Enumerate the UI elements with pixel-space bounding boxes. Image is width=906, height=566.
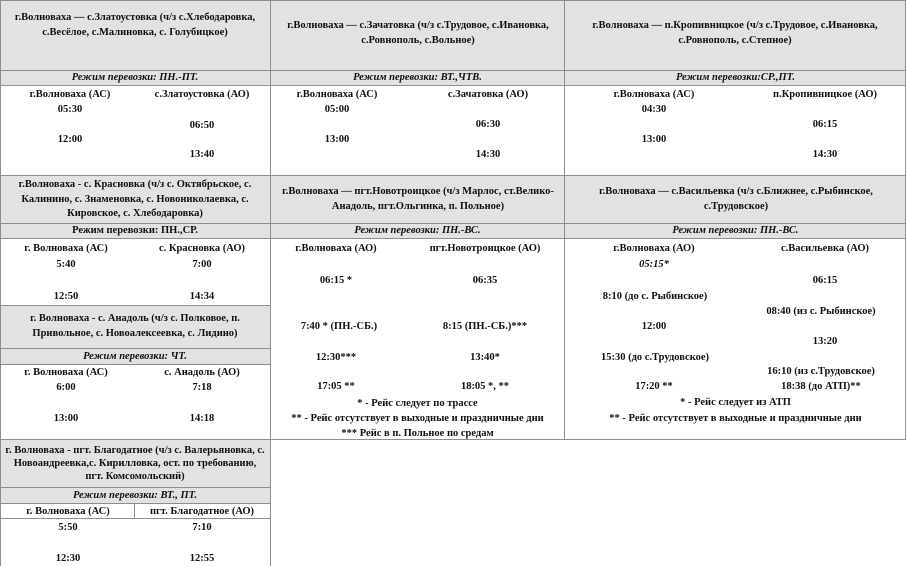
route4-mode: Режим перевозки: ПН.,СР.	[72, 225, 198, 236]
grid-line	[0, 175, 906, 176]
route2-from: г.Волноваха (АС)	[296, 89, 378, 100]
route7-to: с.Васильевка (АО)	[780, 243, 869, 254]
grid-line	[0, 238, 906, 239]
route6-note: ** - Рейс отсутствует в выходные и праздничные дни	[291, 413, 544, 424]
route2-time: 05:00	[324, 104, 350, 115]
route7-time: 13:20	[812, 336, 838, 347]
route6-mode: Режим перевозки: ПН.-ВС.	[354, 225, 481, 236]
route1-from: г.Волноваха (АС)	[29, 89, 111, 100]
route5-to: с. Анадоль (АО)	[164, 367, 240, 378]
route2-time: 06:30	[475, 119, 501, 130]
route8-mode: Режим перевозки: ВТ., ПТ.	[72, 490, 198, 501]
route2-to: с.Зачатовка (АО)	[447, 89, 529, 100]
route4-to: с. Красновка (АО)	[159, 243, 245, 254]
route7-time: 8:10 (до с. Рыбинское)	[602, 291, 708, 302]
route1-to: с.Златоустовка (АО)	[154, 89, 250, 100]
route7-note: ** - Рейс отсутствует в выходные и праздничные дни	[609, 413, 862, 424]
route6-time: 18:05 *, **	[460, 381, 510, 392]
route7-time: 16:10 (из с.Трудовское)	[767, 366, 875, 377]
grid-line	[270, 0, 271, 566]
route6-time: 8:15 (ПН.-СБ.)***	[442, 321, 528, 332]
route3-time: 06:15	[812, 119, 838, 130]
route6-from: г.Волноваха (АО)	[295, 243, 377, 254]
route4-time: 14:34	[189, 291, 215, 302]
route3-to: п.Кропивницкое (АО)	[773, 89, 877, 100]
route5-time: 14:18	[189, 413, 215, 424]
grid-line	[0, 0, 906, 1]
route5-header: г. Волноваха - с. Анадоль (ч/з с. Полковое, п. Привольное, с. Новоалексеевка, с. Лидино)	[30, 313, 240, 339]
route6-note: * - Рейс следует по трассе	[357, 398, 478, 409]
grid-line	[0, 223, 906, 224]
route5-time: 13:00	[53, 413, 79, 424]
route6-header: г.Волноваха — пгт.Новотроицкое (ч/з Марлос, ст.Велико-Анадоль, пгт.Ольгинка, п. Польное)	[282, 186, 554, 212]
route2-header: г.Волноваха — с.Зачатовка (ч/з с.Трудовое, с.Ивановка, с.Ровнополь, с.Вольное)	[287, 20, 549, 46]
grid-line	[0, 305, 270, 306]
route3-mode: Режим перевозки:СР.,ПТ.	[675, 72, 796, 83]
route3-time: 13:00	[641, 134, 667, 145]
route6-time: 06:15 *	[319, 275, 353, 286]
route7-time: 17:20 **	[635, 381, 673, 392]
route7-note: * - Рейс следует из АТП	[680, 397, 791, 408]
route3-from: г.Волноваха (АС)	[613, 89, 695, 100]
route7-header: г.Волноваха — с.Васильевка (ч/з с.Ближнее, с.Рыбинское, с.Трудовское)	[599, 186, 873, 212]
route4-header: г.Волноваха - с. Красновка (ч/з с. Октябрьское, с. Калинино, с. Знаменовка, с. Новониколаевка, с. Кировское, с. Хлебодаровка)	[18, 179, 252, 219]
grid-line	[134, 504, 135, 519]
route8-to: пгт. Благодатное (АО)	[149, 506, 255, 517]
route7-time: 05:15*	[639, 259, 669, 270]
route1-time: 05:30	[57, 104, 83, 115]
route7-time: 18:38 (до АТП)**	[781, 381, 861, 392]
route1-header: г.Волноваха — с.Златоустовка (ч/з с.Хлебодаровка, с.Весёлое, с.Малиновка, с. Голубицкое)	[14, 12, 256, 38]
route8-time: 12:55	[189, 553, 215, 564]
grid-line	[0, 348, 270, 349]
route4-time: 7:00	[192, 259, 212, 270]
route6-to: пгт.Новотроицкое (АО)	[429, 243, 541, 254]
grid-line	[0, 487, 270, 488]
route2-time: 14:30	[475, 149, 501, 160]
route5-from: г. Волноваха (АС)	[24, 367, 108, 378]
grid-line	[0, 518, 270, 519]
route4-time: 5:40	[56, 259, 76, 270]
route7-time: 12:00	[641, 321, 667, 332]
route5-mode: Режим перевозки: ЧТ.	[83, 351, 187, 362]
grid-line	[564, 0, 565, 440]
route1-time: 13:40	[189, 149, 215, 160]
route6-time: 17:05 **	[317, 381, 355, 392]
route8-time: 7:10	[192, 522, 212, 533]
route1-time: 12:00	[57, 134, 83, 145]
grid-line	[0, 70, 906, 71]
route6-time: 06:35	[472, 275, 498, 286]
route4-from: г. Волноваха (АС)	[24, 243, 108, 254]
route6-note: *** Рейс в п. Польное по средам	[341, 428, 494, 439]
route7-from: г.Волноваха (АО)	[613, 243, 695, 254]
route6-time: 12:30***	[315, 352, 357, 363]
route1-time: 06:50	[189, 120, 215, 131]
route1-mode: Режим перевозки: ПН.-ПТ.	[71, 72, 199, 83]
route3-time: 14:30	[812, 149, 838, 160]
route8-header: г. Волноваха - пгт. Благодатное (ч/з с. Валерьяновка, с. Новоандреевка,с. Кирилловка, ост. по требованию, пгт. Комсомольский)	[5, 445, 265, 482]
route8-from: г. Волноваха (АС)	[26, 506, 110, 517]
route3-header: г.Волноваха — п.Кропивницкое (ч/з с.Трудовое, с.Ивановка, с.Ровнополь, с.Степное)	[592, 20, 878, 46]
grid-line	[0, 0, 1, 566]
route7-time: 08:40 (из с. Рыбинское)	[766, 306, 876, 317]
route4-time: 12:50	[53, 291, 79, 302]
route5-time: 6:00	[56, 382, 76, 393]
route7-mode: Режим перевозки: ПН.-ВС.	[672, 225, 799, 236]
route2-time: 13:00	[324, 134, 350, 145]
route8-time: 5:50	[58, 522, 78, 533]
route3-time: 04:30	[641, 104, 667, 115]
route7-time: 15:30 (до с.Трудовское)	[600, 352, 710, 363]
route8-time: 12:30	[55, 553, 81, 564]
route6-time: 7:40 * (ПН.-СБ.)	[300, 321, 378, 332]
route7-time: 06:15	[812, 275, 838, 286]
grid-line	[0, 503, 270, 504]
route2-mode: Режим перевозки: ВТ.,ЧТВ.	[353, 72, 482, 83]
grid-line	[0, 364, 270, 365]
route6-time: 13:40*	[470, 352, 500, 363]
grid-line	[0, 85, 906, 86]
route5-time: 7:18	[192, 382, 212, 393]
